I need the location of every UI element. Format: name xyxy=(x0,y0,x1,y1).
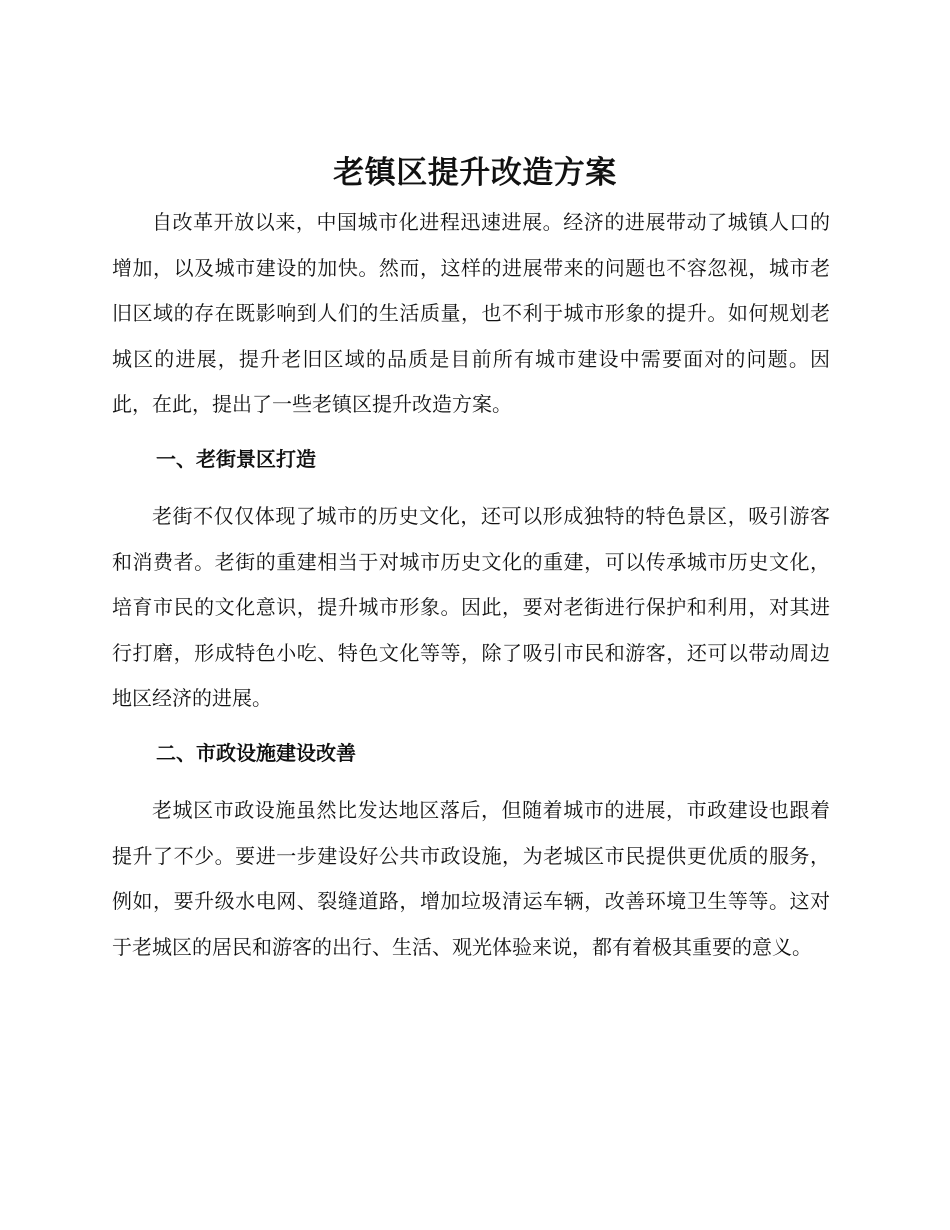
intro-paragraph: 自改革开放以来，中国城市化进程迅速进展。经济的进展带动了城镇人口的增加，以及城市建设的加快。然而，这样的进展带来的问题也不容忽视，城市老旧区域的存在既影响到人们的生活质量，也不利于城市形象的提升。如何规划老城区的进展，提升老旧区域的品质是目前所有城市建设中需要面对的问题。因此，在此，提出了一些老镇区提升改造方案。 xyxy=(112,210,830,417)
section-heading-old-street: 一、老街景区打造 xyxy=(156,447,316,471)
section-heading-municipal: 二、市政设施建设改善 xyxy=(156,741,356,765)
document-title: 老镇区提升改造方案 xyxy=(333,155,617,191)
section-paragraph-old-street: 老街不仅仅体现了城市的历史文化，还可以形成独特的特色景区，吸引游客和消费者。老街的重建相当于对城市历史文化的重建，可以传承城市历史文化，培育市民的文化意识，提升城市形象。因此，要对老街进行保护和利用，对其进行打磨，形成特色小吃、特色文化等等，除了吸引市民和游客，还可以带动周边地区经济的进展。 xyxy=(112,504,830,711)
section-paragraph-municipal: 老城区市政设施虽然比发达地区落后，但随着城市的进展，市政建设也跟着提升了不少。要进一步建设好公共市政设施，为老城区市民提供更优质的服务，例如，要升级水电网、裂缝道路，增加垃圾清运车辆，改善环境卫生等等。这对于老城区的居民和游客的出行、生活、观光体验来说，都有着极其重要的意义。 xyxy=(112,798,830,959)
